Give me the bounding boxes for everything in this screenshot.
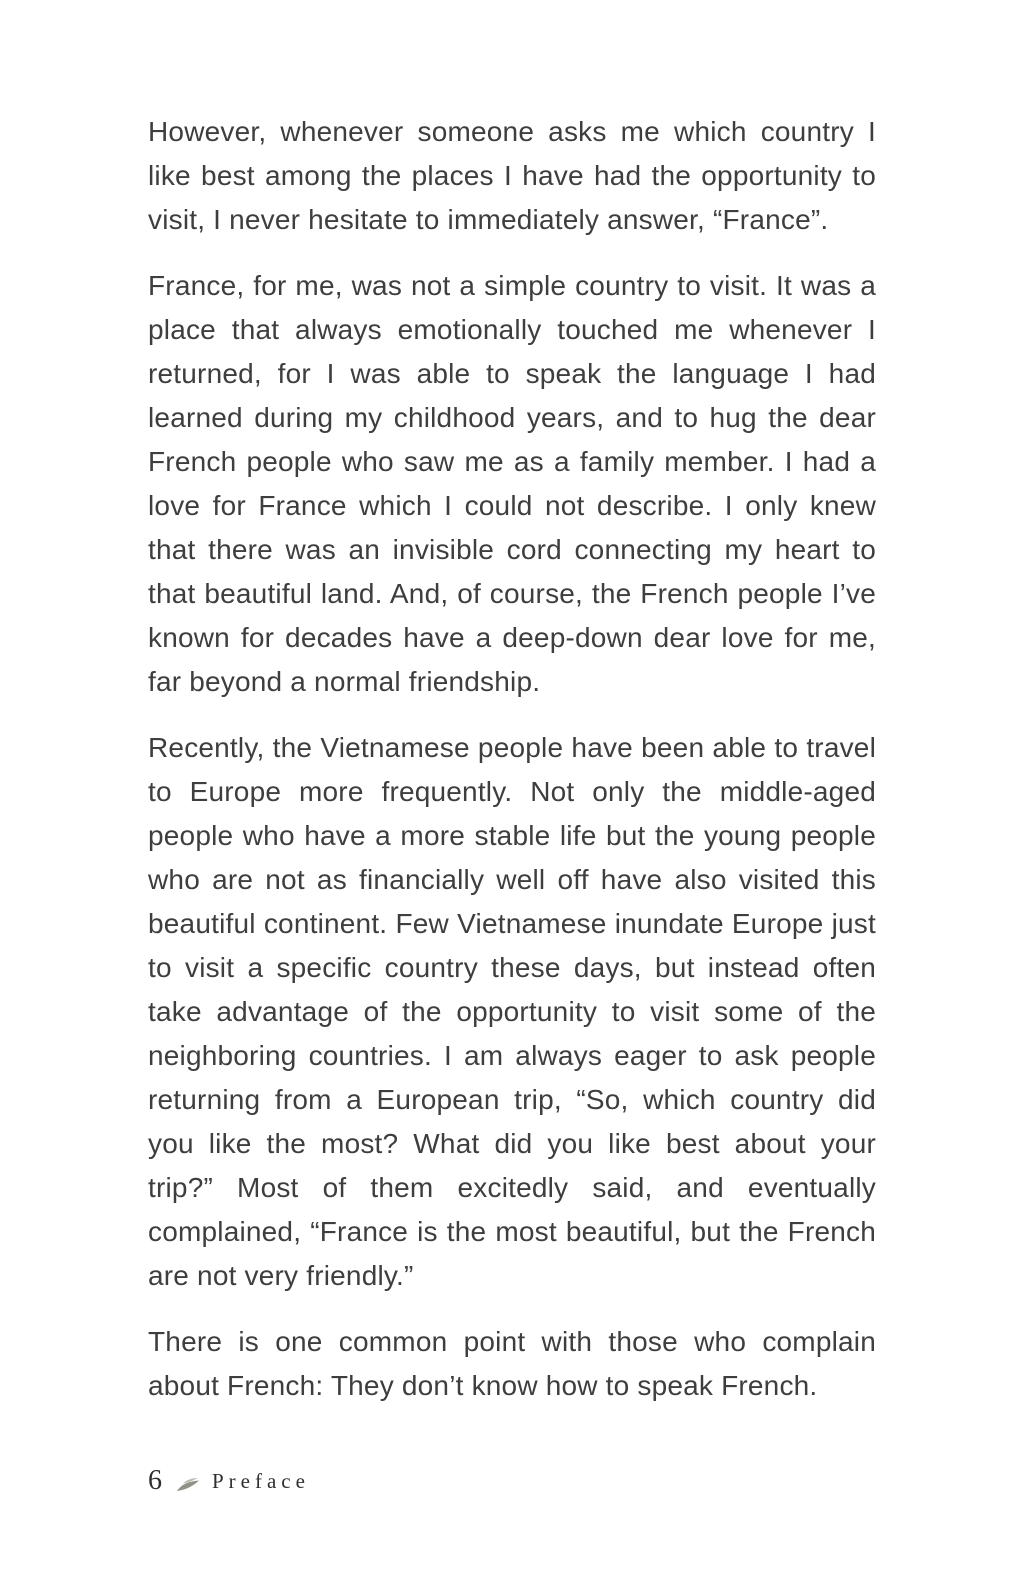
page-footer <box>148 1465 310 1497</box>
paragraph-3: Recently, the Vietnamese people have been able to travel to Europe more frequently. Not only the middle-aged people who have a more stable life but the young people who are not as financially well off have also visited this beautiful continent. Few Vietnamese inundate Europe just to visit a specific country these days, but instead often take advantage of the opportunity to visit some of the neighboring countries. I am always eager to ask people returning from a European trip, “So, which country did you like the most? What did you like best about your trip?” Most of them excitedly said, and eventually complained, “France is the most beautiful, but the French are not very friendly.” <box>148 732 876 1291</box>
page-number: 6 <box>148 1465 162 1496</box>
page-body <box>148 110 876 1408</box>
paragraph-2: France, for me, was not a simple country to visit. It was a place that always emotionally touched me whenever I returned, for I was able to speak the language I had learned during my childhood years, and to hug the dear French people who saw me as a family member. I had a love for France which I could not describe. I only knew that there was an invisible cord connecting my heart to that beautiful land. And, of course, the French people I’ve known for decades have a deep-down dear love for me, far beyond a normal friendship. <box>148 270 876 697</box>
paragraph-4: There is one common point with those who complain about French: They don’t know how to speak French. <box>148 1326 876 1401</box>
paragraph-1: However, whenever someone asks me which country I like best among the places I have had the opportunity to visit, I never hesitate to immediately answer, “France”. <box>148 116 876 235</box>
section-label: Preface <box>212 1468 310 1493</box>
leaf-icon <box>176 1477 200 1492</box>
